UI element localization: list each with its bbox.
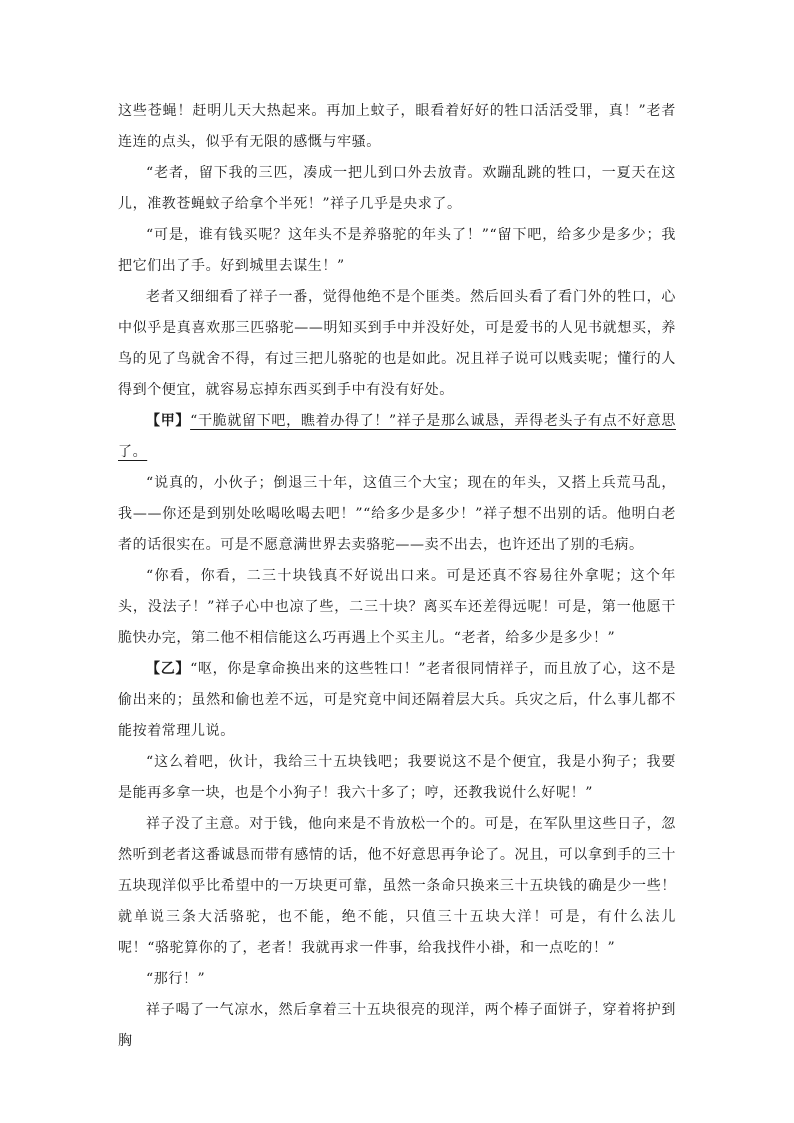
paragraph: “可是，谁有钱买呢？这年头不是养骆驼的年头了！”“留下吧，给多少是多少；我把它们出了手。好到城里去谋生！” xyxy=(118,227,676,274)
paragraph-marked-yi xyxy=(118,654,676,747)
paragraph: “说真的，小伙子；倒退三十年，这值三个大宝；现在的年头，又搭上兵荒马乱，我——你还是到别处吆喝吆喝去吧！”“给多少是多少！”祥子想不出别的话。他明白老者的话很实在。可是不愿意满世界去卖骆驼——卖不出去，也许还出了别的毛病。 xyxy=(118,475,676,553)
paragraph-text: “呕，你是拿命换出来的这些牲口！”老者很同情祥子，而且放了心，这不是偷出来的；虽然和偷也差不远，可是究竟中间还隔着层大兵。兵灾之后，什么事儿都不能按着常理儿说。 xyxy=(118,661,676,739)
paragraph-marked-jia xyxy=(118,406,676,468)
paragraph: 祥子没了主意。对于钱，他向来是不肯放松一个的。可是，在军队里这些日子，忽然听到老者这番诚恳而带有感情的话，他不好意思再争论了。况且，可以拿到手的三十五块现洋似乎比希望中的一万块更可靠，虽然一条命只换来三十五块钱的确是少一些！就单说三条大活骆驼，也不能，绝不能，只值三十五块大洋！可是，有什么法儿呢！“骆驼算你的了，老者！我就再求一件事，给我找件小褂，和一点吃的！” xyxy=(118,816,676,956)
paragraph: “这么着吧，伙计，我给三十五块钱吧；我要说这不是个便宜，我是小狗子；我要是能再多拿一块，也是个小狗子！我六十多了；哼，还教我说什么好呢！” xyxy=(118,754,676,801)
paragraph: “你看，你看，二三十块钱真不好说出口来。可是还真不容易往外拿呢；这个年头，没法子！”祥子心中也凉了些，二三十块？离买车还差得远呢！可是，第一他愿干脆快办完，第二他不相信能这么巧再遇上个买主儿。“老者，给多少是多少！” xyxy=(118,568,676,646)
underlined-sentence: “干脆就留下吧，瞧着办得了！”祥子是那么诚恳，弄得老头子有点不好意思了。 xyxy=(118,413,676,460)
paragraph: 祥子喝了一气凉水，然后拿着三十五块很亮的现洋，两个棒子面饼子，穿着将护到胸 xyxy=(118,1002,676,1049)
paragraph: “老者，留下我的三匹，凑成一把儿到口外去放青。欢蹦乱跳的牲口，一夏天在这儿，准教苍蝇蚊子给拿个半死！”祥子几乎是央求了。 xyxy=(118,165,676,212)
paragraph: “那行！” xyxy=(146,971,206,987)
paragraph: 老者又细细看了祥子一番，觉得他绝不是个匪类。然后回头看了看门外的牲口，心中似乎是真喜欢那三匹骆驼——明知买到手中并没好处，可是爱书的人见书就想买，养鸟的见了鸟就舍不得，有过三把儿骆驼的也是如此。况且祥子说可以贱卖呢；懂行的人得到个便宜，就容易忘掉东西买到手中有没有好处。 xyxy=(118,289,676,398)
document-page xyxy=(118,96,676,1057)
mark-jia: 【甲】 xyxy=(146,413,191,429)
mark-yi: 【乙】 xyxy=(146,661,191,677)
paragraph-continuation: 这些苍蝇！赶明儿天大热起来。再加上蚊子，眼看着好好的牲口活活受罪，真！”老者连连的点头，似乎有无限的感慨与牢骚。 xyxy=(118,103,676,150)
